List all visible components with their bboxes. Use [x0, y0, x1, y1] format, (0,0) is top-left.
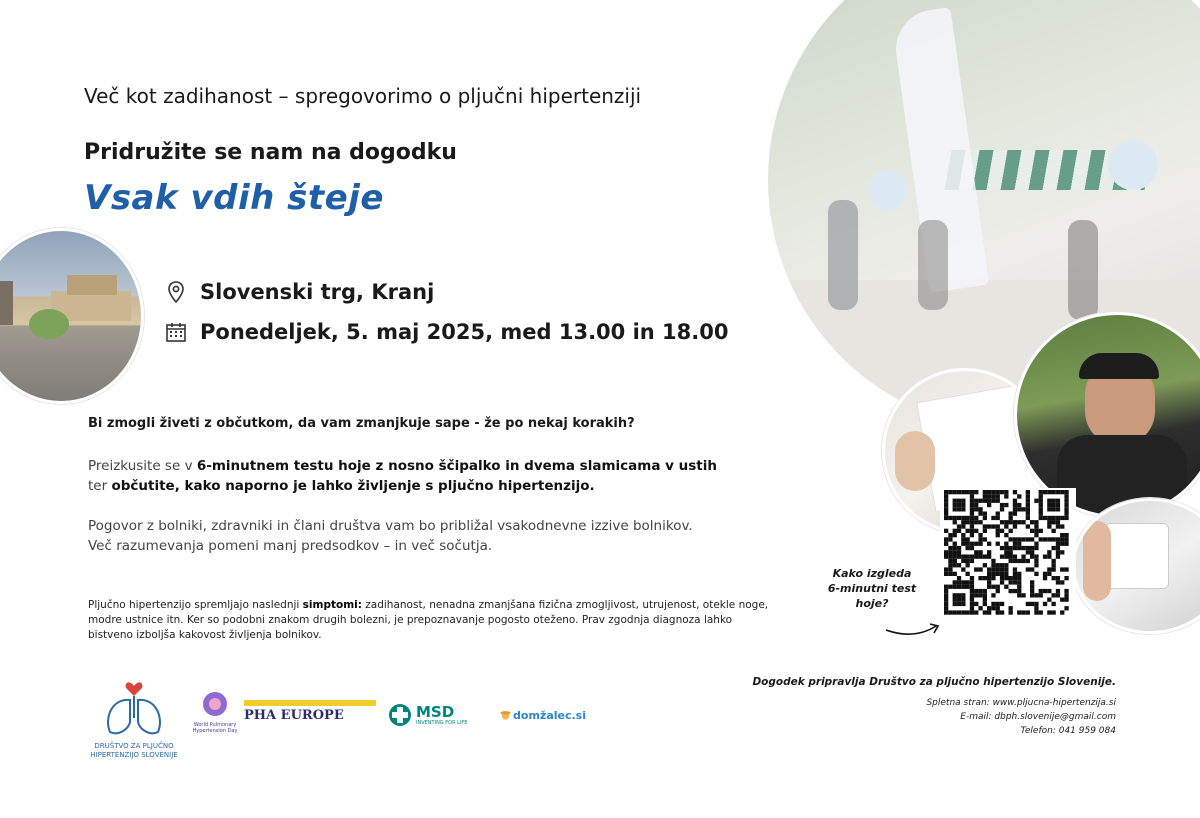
domzalec-logo: domžalec.si: [500, 700, 586, 730]
lungs-heart-icon: [82, 678, 186, 738]
phone-text: Telefon: 041 959 084: [1020, 726, 1116, 736]
hat-face-icon: [500, 702, 511, 728]
test-paragraph: Preizkusite se v 6-minutnem testu hoje z nosno ščipalko in dvema slamicama v ustih ter občutite, kako naporno je lahko življenje s pljučno hipertenzijo.: [88, 458, 717, 494]
event-title: Vsak vdih šteje: [84, 178, 384, 218]
mug-photo: [1072, 498, 1200, 634]
email-text: E-mail: dbph.slovenije@gmail.com: [960, 712, 1116, 722]
qr-code-graphic: [940, 488, 1076, 620]
wphd-logo: World Pulmonary Hypertension Day: [190, 690, 240, 734]
organizer-line: Dogodek pripravlja Društvo za pljučno hipertenzijo Slovenije.: [752, 676, 1116, 688]
question-text: Bi zmogli živeti z občutkom, da vam zmanjkuje sape - že po nekaj korakih?: [88, 416, 635, 431]
location-text: Slovenski trg, Kranj: [200, 280, 435, 304]
location-row: [164, 280, 434, 304]
phaeurope-logo: PHA EUROPE: [244, 700, 376, 730]
tagline: Več kot zadihanost – spregovorimo o pljučni hipertenziji: [84, 84, 642, 108]
wphd-lungs-icon: [190, 690, 240, 718]
datetime-text: Ponedeljek, 5. maj 2025, med 13.00 in 18.00: [200, 320, 729, 344]
join-heading: Pridružite se nam na dogodku: [84, 140, 457, 165]
qr-caption: Kako izgleda 6-minutni test hoje?: [827, 567, 917, 610]
calendar-icon: [164, 320, 188, 344]
symptoms-paragraph: Pljučno hipertenzijo spremljajo naslednji simptomi: zadihanost, nenadna zmanjšana fizična zmogljivost, utrujenost, otekle noge, modre ustnice itn. Ker so podobni znakom drugih bolezni, je prepoznavanje pogosto oteženo. Prav zgodnja diagnoza lahko bistveno izboljša kakovost življenja bolnikov.: [88, 599, 769, 641]
website-text: Spletna stran: www.pljucna-hipertenzija.si: [926, 698, 1116, 708]
society-logo: DRUŠTVO ZA PLJUČNO HIPERTENZIJO SLOVENIJE: [82, 678, 186, 760]
date-row: [164, 320, 728, 344]
conversation-paragraph: Pogovor z bolniki, zdravniki in člani društva vam bo približal vsakodnevne izzive bolnikov. Več razumevanja pomeni manj predsodkov – in več sočutja.: [88, 518, 693, 554]
city-square-photo: [0, 228, 144, 404]
qr-code[interactable]: [940, 488, 1076, 620]
msd-logo: MSD INVENTING FOR LIFE: [388, 700, 484, 730]
location-pin-icon: [164, 280, 188, 304]
arrow-icon: [884, 618, 944, 640]
msd-icon: [388, 703, 412, 727]
